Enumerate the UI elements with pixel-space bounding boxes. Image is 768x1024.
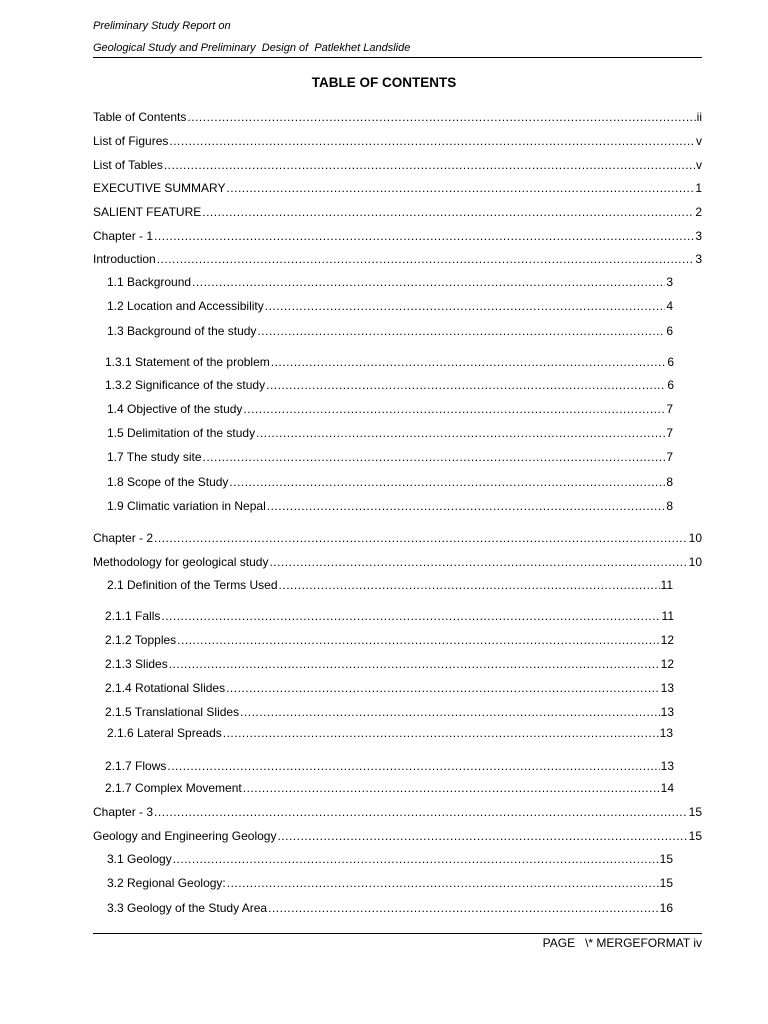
toc-entry[interactable] — [105, 759, 674, 773]
toc-entry-label: 2.1 Definition of the Terms Used — [107, 578, 278, 592]
toc-dot-leader — [268, 901, 659, 915]
toc-entry-page: 15 — [688, 829, 702, 843]
toc-entry[interactable] — [107, 901, 673, 915]
toc-entry[interactable] — [93, 134, 702, 148]
toc-entry[interactable] — [93, 252, 702, 266]
toc-entry[interactable] — [93, 531, 702, 545]
toc-entry-label: 1.8 Scope of the Study — [107, 475, 229, 489]
toc-dot-leader — [173, 852, 659, 866]
toc-entry-label: 1.7 The study site — [107, 450, 202, 464]
toc-entry-label: Table of Contents — [93, 110, 187, 124]
toc-entry[interactable] — [93, 205, 702, 219]
toc-entry[interactable] — [107, 275, 673, 289]
toc-dot-leader — [167, 759, 659, 773]
header-project-title: Geological Study and Preliminary Design of Patlekhet Landslide — [93, 42, 411, 54]
toc-dot-leader — [257, 324, 665, 338]
toc-entry[interactable] — [93, 555, 702, 569]
toc-entry[interactable] — [93, 181, 702, 195]
toc-entry-page: 13 — [659, 726, 673, 740]
toc-entry-page: 3 — [695, 252, 702, 266]
toc-dot-leader — [240, 705, 660, 719]
toc-entry-label: 3.3 Geology of the Study Area — [107, 901, 268, 915]
toc-entry-label: 2.1.3 Slides — [105, 657, 168, 671]
toc-dot-leader — [154, 805, 688, 819]
toc-entry-page: 6 — [667, 378, 674, 392]
toc-entry-page: 4 — [666, 299, 673, 313]
toc-entry-label: 3.1 Geology — [107, 852, 172, 866]
toc-entry-label: 2.1.7 Flows — [105, 759, 167, 773]
toc-entry[interactable] — [93, 158, 702, 172]
toc-entry-page: 10 — [688, 531, 702, 545]
toc-dot-leader — [187, 110, 695, 124]
toc-entry-label: 1.3.2 Significance of the study — [105, 378, 266, 392]
toc-entry-page: 10 — [688, 555, 702, 569]
toc-entry-page: v — [696, 158, 702, 172]
toc-entry-page: 13 — [660, 759, 674, 773]
toc-entry-label: 2.1.1 Falls — [105, 609, 161, 623]
toc-entry-page: 12 — [660, 633, 674, 647]
toc-entry[interactable] — [107, 876, 673, 890]
toc-dot-leader — [157, 252, 695, 266]
toc-entry-label: EXECUTIVE SUMMARY — [93, 181, 226, 195]
toc-entry-page: 16 — [659, 901, 673, 915]
toc-entry-label: 1.3 Background of the study — [107, 324, 257, 338]
toc-entry-label: Chapter - 2 — [93, 531, 154, 545]
toc-dot-leader — [164, 158, 695, 172]
toc-entry-label: List of Tables — [93, 158, 163, 172]
footer-page-field: PAGE \* MERGEFORMAT iv — [542, 936, 702, 950]
toc-dot-leader — [202, 205, 694, 219]
toc-entry-label: 2.1.5 Translational Slides — [105, 705, 240, 719]
toc-dot-leader — [177, 633, 659, 647]
toc-entry-page: 13 — [660, 705, 674, 719]
toc-entry-label: Chapter - 3 — [93, 805, 154, 819]
toc-entry-page: 8 — [666, 475, 673, 489]
toc-entry-page: 6 — [667, 355, 674, 369]
toc-entry-label: 1.2 Location and Accessibility — [107, 299, 264, 313]
toc-entry[interactable] — [105, 705, 674, 719]
toc-entry-label: 2.1.2 Topples — [105, 633, 177, 647]
toc-entry-page: ii — [696, 110, 702, 124]
toc-dot-leader — [277, 829, 687, 843]
toc-entry-page: 13 — [660, 681, 674, 695]
toc-entry[interactable] — [93, 229, 702, 243]
page-title: TABLE OF CONTENTS — [311, 75, 457, 90]
toc-entry-label: Introduction — [93, 252, 156, 266]
toc-entry-label: 2.1.6 Lateral Spreads — [107, 726, 222, 740]
toc-entry[interactable] — [107, 450, 673, 464]
header-report-title: Preliminary Study Report on — [93, 20, 231, 32]
toc-entry-page: 1 — [695, 181, 702, 195]
toc-entry[interactable] — [105, 781, 674, 795]
toc-entry-page: 14 — [660, 781, 674, 795]
toc-entry-page: 3 — [695, 229, 702, 243]
toc-entry-label: 1.1 Background — [107, 275, 192, 289]
toc-entry-page: v — [696, 134, 702, 148]
toc-entry-label: SALIENT FEATURE — [93, 205, 202, 219]
toc-entry-page: 7 — [666, 450, 673, 464]
toc-dot-leader — [265, 299, 666, 313]
toc-entry[interactable] — [105, 609, 674, 623]
toc-entry[interactable] — [107, 499, 673, 513]
toc-entry-page: 11 — [660, 578, 673, 592]
toc-entry[interactable] — [105, 378, 674, 392]
toc-entry[interactable] — [107, 299, 673, 313]
toc-entry-page: 2 — [695, 205, 702, 219]
toc-entry[interactable] — [107, 426, 673, 440]
toc-entry-page: 6 — [666, 324, 673, 338]
toc-entry[interactable] — [93, 829, 702, 843]
toc-entry-label: Geology and Engineering Geology — [93, 829, 277, 843]
toc-entry-page: 3 — [666, 275, 673, 289]
toc-entry-label: Chapter - 1 — [93, 229, 154, 243]
toc-dot-leader — [226, 181, 694, 195]
toc-entry-label: List of Figures — [93, 134, 169, 148]
toc-entry-page: 12 — [660, 657, 674, 671]
toc-dot-leader — [271, 355, 667, 369]
footer-divider — [93, 933, 702, 934]
toc-entry-label: Methodology for geological study — [93, 555, 269, 569]
toc-entry[interactable] — [107, 475, 673, 489]
toc-entry[interactable] — [107, 578, 673, 592]
toc-entry[interactable] — [105, 681, 674, 695]
toc-entry[interactable] — [107, 852, 673, 866]
toc-entry-label: 2.1.4 Rotational Slides — [105, 681, 226, 695]
toc-dot-leader — [226, 681, 660, 695]
toc-entry[interactable] — [107, 726, 673, 740]
toc-entry-page: 15 — [659, 876, 673, 890]
toc-dot-leader — [223, 726, 659, 740]
toc-entry[interactable] — [107, 402, 673, 416]
toc-entry-page: 15 — [688, 805, 702, 819]
toc-dot-leader — [192, 275, 665, 289]
toc-entry-label: 1.9 Climatic variation in Nepal — [107, 499, 266, 513]
toc-dot-leader — [269, 555, 687, 569]
toc-entry[interactable] — [93, 110, 702, 124]
toc-entry-page: 7 — [666, 426, 673, 440]
toc-dot-leader — [203, 450, 666, 464]
toc-dot-leader — [267, 499, 666, 513]
toc-dot-leader — [279, 578, 660, 592]
toc-entry[interactable] — [105, 355, 674, 369]
header-divider — [93, 57, 702, 58]
toc-entry-label: 1.3.1 Statement of the problem — [105, 355, 270, 369]
toc-entry-label: 1.5 Delimitation of the study — [107, 426, 256, 440]
toc-dot-leader — [154, 531, 688, 545]
toc-dot-leader — [243, 402, 665, 416]
toc-entry[interactable] — [105, 633, 674, 647]
toc-dot-leader — [169, 657, 660, 671]
toc-entry-page: 7 — [666, 402, 673, 416]
toc-entry-label: 2.1.7 Complex Movement — [105, 781, 242, 795]
toc-dot-leader — [256, 426, 665, 440]
toc-dot-leader — [227, 876, 659, 890]
toc-dot-leader — [243, 781, 660, 795]
toc-entry-label: 3.2 Regional Geology: — [107, 876, 226, 890]
toc-entry-label: 1.4 Objective of the study — [107, 402, 243, 416]
toc-entry[interactable] — [93, 805, 702, 819]
toc-dot-leader — [266, 378, 666, 392]
toc-entry-page: 8 — [666, 499, 673, 513]
toc-entry-page: 15 — [659, 852, 673, 866]
toc-entry-page: 11 — [661, 609, 674, 623]
toc-entry[interactable] — [107, 324, 673, 338]
toc-entry[interactable] — [105, 657, 674, 671]
toc-dot-leader — [229, 475, 665, 489]
toc-dot-leader — [154, 229, 694, 243]
toc-dot-leader — [169, 134, 695, 148]
toc-dot-leader — [161, 609, 660, 623]
